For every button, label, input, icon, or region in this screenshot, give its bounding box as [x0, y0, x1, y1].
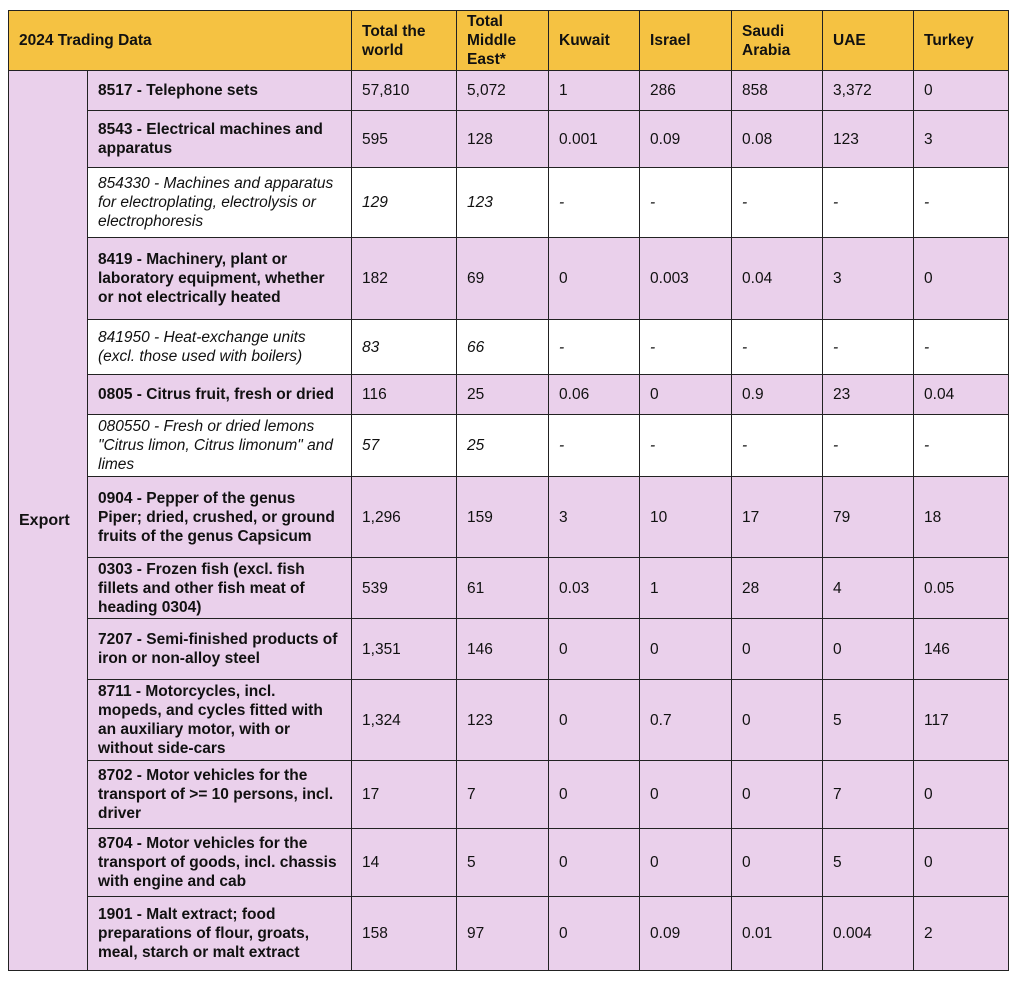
value-cell: 0: [549, 680, 640, 761]
product-label: 8704 - Motor vehicles for the transport of goods, incl. chassis with engine and cab: [88, 829, 352, 897]
table-row: [9, 71, 1009, 111]
value-cell: 3: [914, 111, 1009, 168]
table-row: [9, 680, 1009, 761]
product-label: 0805 - Citrus fruit, fresh or dried: [88, 375, 352, 415]
column-header: Kuwait: [549, 11, 640, 71]
value-cell: 0: [823, 619, 914, 680]
value-cell: 1,351: [352, 619, 457, 680]
value-cell: 0: [914, 761, 1009, 829]
value-cell: 146: [457, 619, 549, 680]
value-cell: 3: [549, 477, 640, 558]
table-row: [9, 829, 1009, 897]
value-cell: 3,372: [823, 71, 914, 111]
value-cell: 5: [823, 680, 914, 761]
table-row: [9, 238, 1009, 320]
value-cell: 0.05: [914, 558, 1009, 619]
value-cell: 0.04: [914, 375, 1009, 415]
product-label: 8419 - Machinery, plant or laboratory equipment, whether or not electrically heated: [88, 238, 352, 320]
value-cell: 0: [914, 238, 1009, 320]
value-cell: 66: [457, 320, 549, 375]
table-row: [9, 477, 1009, 558]
value-cell: 0.09: [640, 111, 732, 168]
value-cell: 0: [640, 375, 732, 415]
value-cell: -: [732, 415, 823, 477]
value-cell: 5,072: [457, 71, 549, 111]
value-cell: 0.04: [732, 238, 823, 320]
value-cell: 158: [352, 897, 457, 971]
table-row: [9, 111, 1009, 168]
value-cell: 10: [640, 477, 732, 558]
value-cell: 7: [457, 761, 549, 829]
value-cell: 0.003: [640, 238, 732, 320]
value-cell: 129: [352, 168, 457, 238]
value-cell: -: [914, 168, 1009, 238]
value-cell: 0: [549, 761, 640, 829]
value-cell: 57: [352, 415, 457, 477]
product-label: 0904 - Pepper of the genus Piper; dried, crushed, or ground fruits of the genus Capsicum: [88, 477, 352, 558]
value-cell: 1,324: [352, 680, 457, 761]
value-cell: 61: [457, 558, 549, 619]
value-cell: 0.01: [732, 897, 823, 971]
value-cell: 57,810: [352, 71, 457, 111]
value-cell: 146: [914, 619, 1009, 680]
value-cell: 0: [732, 761, 823, 829]
value-cell: 858: [732, 71, 823, 111]
value-cell: 69: [457, 238, 549, 320]
column-header: Saudi Arabia: [732, 11, 823, 71]
value-cell: 18: [914, 477, 1009, 558]
value-cell: 0: [640, 829, 732, 897]
value-cell: 123: [457, 168, 549, 238]
table-row: [9, 415, 1009, 477]
value-cell: -: [640, 415, 732, 477]
column-header: Turkey: [914, 11, 1009, 71]
value-cell: -: [549, 415, 640, 477]
product-label: 8702 - Motor vehicles for the transport of >= 10 persons, incl. driver: [88, 761, 352, 829]
product-label: 1901 - Malt extract; food preparations of flour, groats, meal, starch or malt extract: [88, 897, 352, 971]
table-row: [9, 320, 1009, 375]
value-cell: 1: [640, 558, 732, 619]
value-cell: 14: [352, 829, 457, 897]
value-cell: 25: [457, 415, 549, 477]
section-label: Export: [9, 71, 88, 971]
column-header: Total Middle East*: [457, 11, 549, 71]
value-cell: 117: [914, 680, 1009, 761]
product-label: 854330 - Machines and apparatus for electroplating, electrolysis or electrophoresis: [88, 168, 352, 238]
value-cell: -: [914, 320, 1009, 375]
product-label: 8711 - Motorcycles, incl. mopeds, and cycles fitted with an auxiliary motor, with or without side-cars: [88, 680, 352, 761]
value-cell: 0.03: [549, 558, 640, 619]
value-cell: 0.001: [549, 111, 640, 168]
value-cell: 0: [549, 829, 640, 897]
value-cell: 0: [732, 680, 823, 761]
value-cell: 3: [823, 238, 914, 320]
value-cell: 0.06: [549, 375, 640, 415]
value-cell: 128: [457, 111, 549, 168]
table-body: [9, 71, 1009, 971]
value-cell: 83: [352, 320, 457, 375]
value-cell: 0.9: [732, 375, 823, 415]
value-cell: 286: [640, 71, 732, 111]
product-label: 841950 - Heat-exchange units (excl. those used with boilers): [88, 320, 352, 375]
product-label: 080550 - Fresh or dried lemons "Citrus limon, Citrus limonum" and limes: [88, 415, 352, 477]
table-row: [9, 168, 1009, 238]
value-cell: 97: [457, 897, 549, 971]
value-cell: 4: [823, 558, 914, 619]
value-cell: 123: [457, 680, 549, 761]
value-cell: 0: [914, 71, 1009, 111]
table-row: [9, 619, 1009, 680]
table-title: 2024 Trading Data: [9, 11, 352, 71]
value-cell: 7: [823, 761, 914, 829]
value-cell: -: [823, 320, 914, 375]
trading-data-table: [8, 10, 1009, 971]
column-header: UAE: [823, 11, 914, 71]
table-row: [9, 761, 1009, 829]
column-header: Total the world: [352, 11, 457, 71]
product-label: 7207 - Semi-finished products of iron or non-alloy steel: [88, 619, 352, 680]
value-cell: -: [732, 168, 823, 238]
table-row: [9, 375, 1009, 415]
value-cell: -: [823, 415, 914, 477]
value-cell: 1: [549, 71, 640, 111]
value-cell: 0.09: [640, 897, 732, 971]
value-cell: 0: [640, 619, 732, 680]
value-cell: -: [640, 320, 732, 375]
value-cell: 182: [352, 238, 457, 320]
column-header: Israel: [640, 11, 732, 71]
value-cell: 0: [549, 897, 640, 971]
value-cell: 0: [549, 238, 640, 320]
value-cell: 159: [457, 477, 549, 558]
value-cell: 5: [457, 829, 549, 897]
value-cell: 17: [732, 477, 823, 558]
value-cell: 23: [823, 375, 914, 415]
value-cell: -: [914, 415, 1009, 477]
value-cell: 123: [823, 111, 914, 168]
value-cell: 0.004: [823, 897, 914, 971]
value-cell: 595: [352, 111, 457, 168]
value-cell: -: [549, 320, 640, 375]
product-label: 8543 - Electrical machines and apparatus: [88, 111, 352, 168]
value-cell: -: [823, 168, 914, 238]
header-row: [9, 11, 1009, 71]
value-cell: -: [732, 320, 823, 375]
value-cell: 0.7: [640, 680, 732, 761]
value-cell: 1,296: [352, 477, 457, 558]
value-cell: 0: [640, 761, 732, 829]
product-label: 0303 - Frozen fish (excl. fish fillets and other fish meat of heading 0304): [88, 558, 352, 619]
trading-table-container: [8, 10, 1008, 971]
table-row: [9, 897, 1009, 971]
value-cell: 28: [732, 558, 823, 619]
value-cell: 0: [549, 619, 640, 680]
value-cell: 0: [732, 619, 823, 680]
value-cell: 25: [457, 375, 549, 415]
value-cell: -: [640, 168, 732, 238]
value-cell: 17: [352, 761, 457, 829]
value-cell: 0.08: [732, 111, 823, 168]
value-cell: 2: [914, 897, 1009, 971]
table-row: [9, 558, 1009, 619]
value-cell: 116: [352, 375, 457, 415]
product-label: 8517 - Telephone sets: [88, 71, 352, 111]
value-cell: 0: [914, 829, 1009, 897]
value-cell: 5: [823, 829, 914, 897]
value-cell: 0: [732, 829, 823, 897]
value-cell: 539: [352, 558, 457, 619]
value-cell: 79: [823, 477, 914, 558]
value-cell: -: [549, 168, 640, 238]
